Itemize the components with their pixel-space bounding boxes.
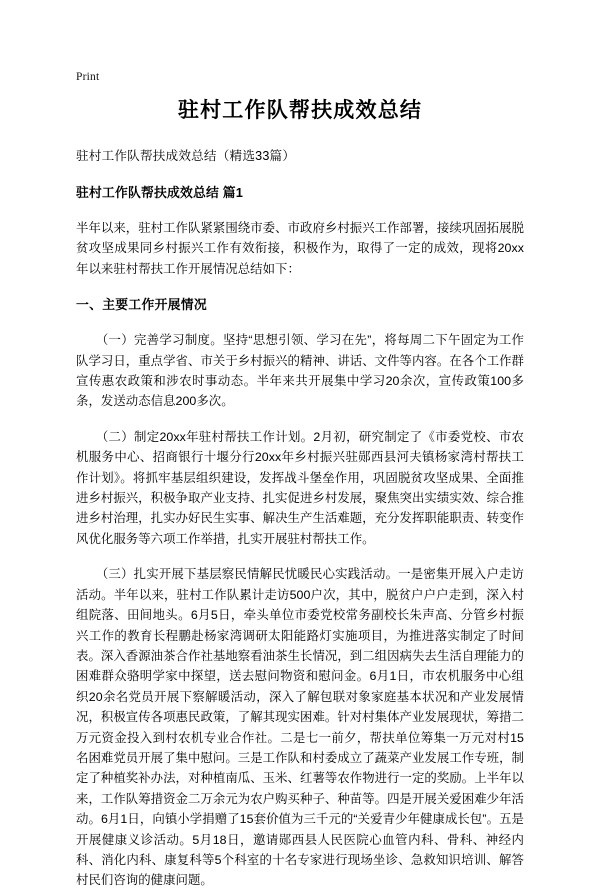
print-toolbar [76,68,99,84]
paragraph-intro: 半年以来，驻村工作队紧紧围绕市委、市政府乡村振兴工作部署，接续巩固拓展脱贫攻坚成果同乡村振兴工作有效衔接，积极作为，取得了一定的成效，现将20xx年以来驻村帮扶工作开展情况总结如下： [76,221,524,276]
document-piece-heading: 驻村工作队帮扶成效总结 篇1 [76,185,244,200]
document-subtitle: 驻村工作队帮扶成效总结（精选33篇） [76,149,296,163]
paragraph-three: （三）扎实开展下基层察民情解民忧暖民心实践活动。一是密集开展入户走访活动。半年以来，驻村工作队累计走访500户次，其中，脱贫户户户走到，深入村组院落、田间地头。6月5日，牵头单位市委党校常务副校长朱声高、分管乡村振兴工作的教育长程鹏赴杨家湾调研太阳能路灯实施项目，为推进落实制定了时间表。深入香源油茶合作社基地察看油茶生长情况，到二组因病失去生活自理能力的困难群众骆明学家中探望，送去慰问物资和慰问金。6月1日，市农机服务中心组织20余名党员开展下察解暖活动，深入了解包联对象家庭基本状况和产业发展情况，积极宣传各项惠民政策，了解其现实困难。针对村集体产业发展现状，筹措二万元资金投入到村农机专业合作社。二是七一前夕，帮扶单位筹集一万元对村15名困难党员开展了集中慰问。三是工作队和村委成立了蔬菜产业发展工作专班，制定了种植奖补办法，对种植南瓜、玉米、红薯等农作物进行一定的奖励。上半年以来，工作队筹措资金二万余元为农户购买种子、种苗等。四是开展关爱困难少年活动。6月1日，向镇小学捐赠了15套价值为三千元的“关爱青少年健康成长包”。五是开展健康义诊活动。5月18日，邀请郧西县人民医院心血管内科、骨科、神经内科、消化内科、康复科等5个科室的十名专家进行现场坐诊、急救知识培训、解答村民们咨询的健康问题。 [76,567,524,888]
print-link[interactable]: Print [76,71,100,83]
page-title: 驻村工作队帮扶成效总结 [177,99,423,122]
document-body [76,96,524,891]
paragraph-one: （一）完善学习制度。坚持“思想引领、学习在先”，将每周二下午固定为工作队学习日，重点学省、市关于乡村振兴的精神、讲话、文件等内容。在各个工作群宣传惠农政策和涉农时事动态。半年来共开展集中学习20余次，宣传政策100多条，发送动态信息200多次。 [76,333,524,409]
section-heading-main-work: 一、主要工作开展情况 [76,297,207,313]
paragraph-two: （二）制定20xx年驻村帮扶工作计划。2月初，研究制定了《市委党校、市农机服务中心、招商银行十堰分行20xx年乡村振兴驻郧西县河夫镇杨家湾村帮扶工作计划》。将抓牢基层组织建设，发挥战斗堡垒作用，巩固脱贫攻坚成果、全面推进乡村振兴，积极争取产业支持、扎实促进乡村发展，聚焦突出实绩实效、综合推进乡村治理，扎实办好民生实事、解决生产生活难题，充分发挥职能职责、转变作风优化服务等六项工作举措，扎实开展驻村帮扶工作。 [76,429,524,546]
